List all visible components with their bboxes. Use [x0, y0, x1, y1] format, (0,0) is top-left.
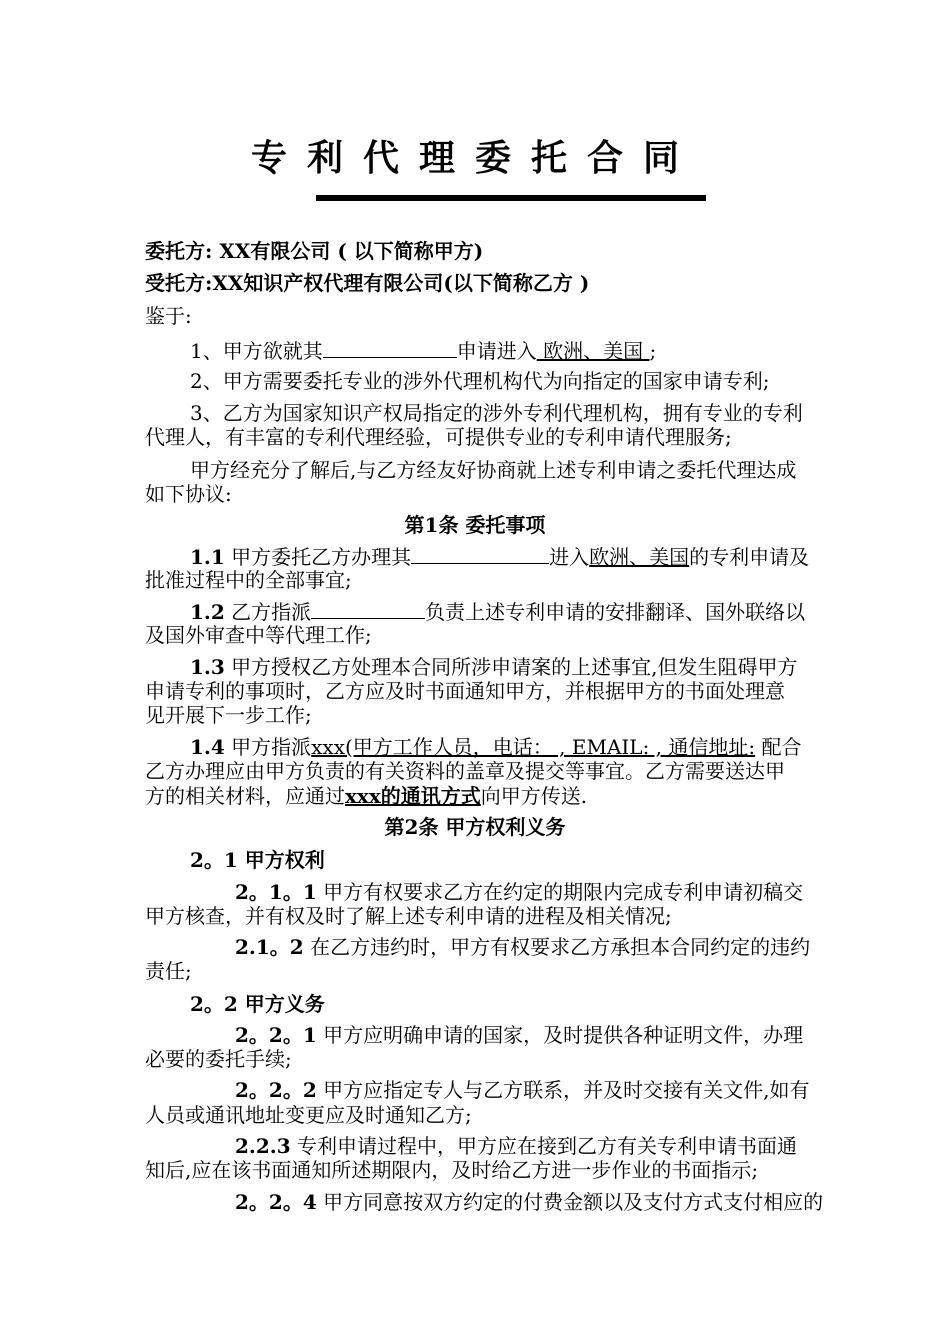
clause-number: 2。1。1 — [235, 880, 317, 904]
clause-text: 甲方委托乙方办理其 — [224, 545, 412, 569]
clause-text: 甲方应指定专人与乙方联系，并及时交接有关文件,如有 — [316, 1078, 810, 1102]
clause-number: 2。2。4 — [235, 1190, 317, 1214]
clause-number: 2。2。1 — [235, 1023, 317, 1047]
clause-text: 进入 — [549, 545, 590, 569]
clause-number: 1.4 — [190, 735, 225, 759]
clause-text: 甲方有权要求乙方在约定的期限内完成专利申请初稿交 — [316, 880, 804, 904]
clause-number: 1.2 — [190, 600, 225, 624]
whereas-item-3-line-2: 代理人，有丰富的专利代理经验，可提供专业的专利申请代理服务; — [145, 425, 732, 449]
clause-number: 2.1。2 — [235, 935, 304, 959]
clause-text: 专利申请过程中，甲方应在接到乙方有关专利申请书面通 — [290, 1134, 798, 1158]
clause-text: 的专利申请及 — [689, 545, 810, 569]
clause-2-2-4-line-1 — [235, 1189, 823, 1215]
clause-1-3-line-1 — [190, 654, 798, 680]
title-underline — [316, 195, 706, 201]
clause-2-2-3-line-1 — [235, 1133, 797, 1159]
clause-text: 在乙方违约时，甲方有权要求乙方承担本合同约定的违约 — [303, 935, 811, 959]
blank-field — [311, 598, 425, 619]
clause-text: 配合 — [755, 735, 802, 759]
clause-text: 方的相关材料，应通过 — [145, 784, 345, 808]
contact-method: xxx的通讯方式 — [345, 784, 481, 808]
whereas-item-1 — [190, 337, 656, 364]
section-2-2-heading: 2。2 甲方义务 — [190, 992, 325, 1016]
intro-line-2: 如下协议: — [145, 482, 232, 506]
clause-number: 2.2.3 — [235, 1134, 291, 1158]
clause-2-2-1-line-2: 必要的委托手续; — [145, 1047, 292, 1071]
party-b-text: XX知识产权代理有限公司(以下简称乙方 ) — [212, 271, 590, 295]
clause-text: 甲方授权乙方处理本合同所涉申请案的上述事宜,但发生阻碍甲方 — [224, 655, 798, 679]
clause-text: 甲方指派 — [224, 735, 312, 759]
clause-2-1-1-line-2: 甲方核查，并有权及时了解上述专利申请的进程及相关情况; — [145, 904, 672, 928]
clause-1-4-line-2: 乙方办理应由甲方负责的有关资料的盖章及提交等事宜。乙方需要送达甲 — [145, 759, 785, 783]
whereas-label: 鉴于: — [145, 304, 192, 328]
party-b-label: 受托方: — [145, 271, 213, 295]
clause-1-2-line-1 — [190, 598, 805, 625]
party-b-line — [145, 270, 589, 296]
clause-number: 1.1 — [190, 545, 225, 569]
blank-field — [411, 543, 549, 564]
section-2-1-heading: 2。1 甲方权利 — [190, 848, 325, 872]
clause-2-1-2-line-1 — [235, 934, 810, 960]
clause-1-1-line-2: 批准过程中的全部事宜; — [145, 568, 352, 592]
whereas-1-mid: 申请进入 — [456, 339, 537, 363]
whereas-1-countries: 欧洲、美国 — [536, 339, 650, 363]
clause-1-4-line-3 — [145, 783, 587, 809]
clause-text: 乙方指派 — [224, 600, 312, 624]
contact-info: xxx(甲方工作人员，电话： , EMAIL: , 通信地址: — [311, 735, 756, 759]
clause-1-3-line-2: 申请专利的事项时，乙方应及时书面通知甲方，并根据甲方的书面处理意 — [145, 679, 785, 703]
intro-line-1: 甲方经充分了解后,与乙方经友好协商就上述专利申请之委托代理达成 — [190, 458, 797, 482]
clause-2-2-2-line-1 — [235, 1077, 809, 1103]
article-1-title: 第1条 委托事项 — [404, 513, 546, 537]
clause-2-2-3-line-2: 知后,应在该书面通知所述期限内，及时给乙方进一步作业的书面指示; — [145, 1158, 759, 1182]
whereas-item-2: 2、甲方需要委托专业的涉外代理机构代为向指定的国家申请专利; — [190, 369, 770, 393]
clause-countries: 欧洲、美国 — [589, 545, 690, 569]
whereas-item-3-line-1: 3、乙方为国家知识产权局指定的涉外专利代理机构，拥有专业的专利 — [190, 401, 803, 425]
clause-1-2-line-2: 及国外审查中等代理工作; — [145, 623, 372, 647]
clause-1-3-line-3: 见开展下一步工作; — [145, 703, 312, 727]
party-a-line — [145, 238, 483, 264]
clause-2-2-2-line-2: 人员或通讯地址变更应及时通知乙方; — [145, 1103, 472, 1127]
clause-number: 1.3 — [190, 655, 225, 679]
clause-number: 2。2。2 — [235, 1078, 317, 1102]
party-a-label: 委托方: — [145, 239, 213, 263]
clause-1-4-line-1 — [190, 734, 801, 760]
clause-1-1-line-1 — [190, 543, 809, 570]
clause-text: 甲方同意按双方约定的付费金额以及支付方式支付相应的 — [316, 1190, 824, 1214]
whereas-1-text: 1、甲方欲就其 — [190, 339, 323, 363]
clause-text: 负责上述专利申请的安排翻译、国外联络以 — [425, 600, 806, 624]
blank-field — [323, 337, 457, 358]
clause-text: 甲方应明确申请的国家，及时提供各种证明文件，办理 — [316, 1023, 804, 1047]
party-a-text: XX有限公司 ( 以下简称甲方) — [212, 239, 484, 263]
clause-text: 向甲方传送. — [480, 784, 588, 808]
page-title: 专利代理委托合同 — [250, 137, 699, 179]
clause-2-1-2-line-2: 责任; — [145, 959, 192, 983]
whereas-1-end: ; — [649, 339, 657, 363]
clause-2-2-1-line-1 — [235, 1022, 803, 1048]
article-2-title: 第2条 甲方权利义务 — [384, 815, 566, 839]
clause-2-1-1-line-1 — [235, 879, 803, 905]
